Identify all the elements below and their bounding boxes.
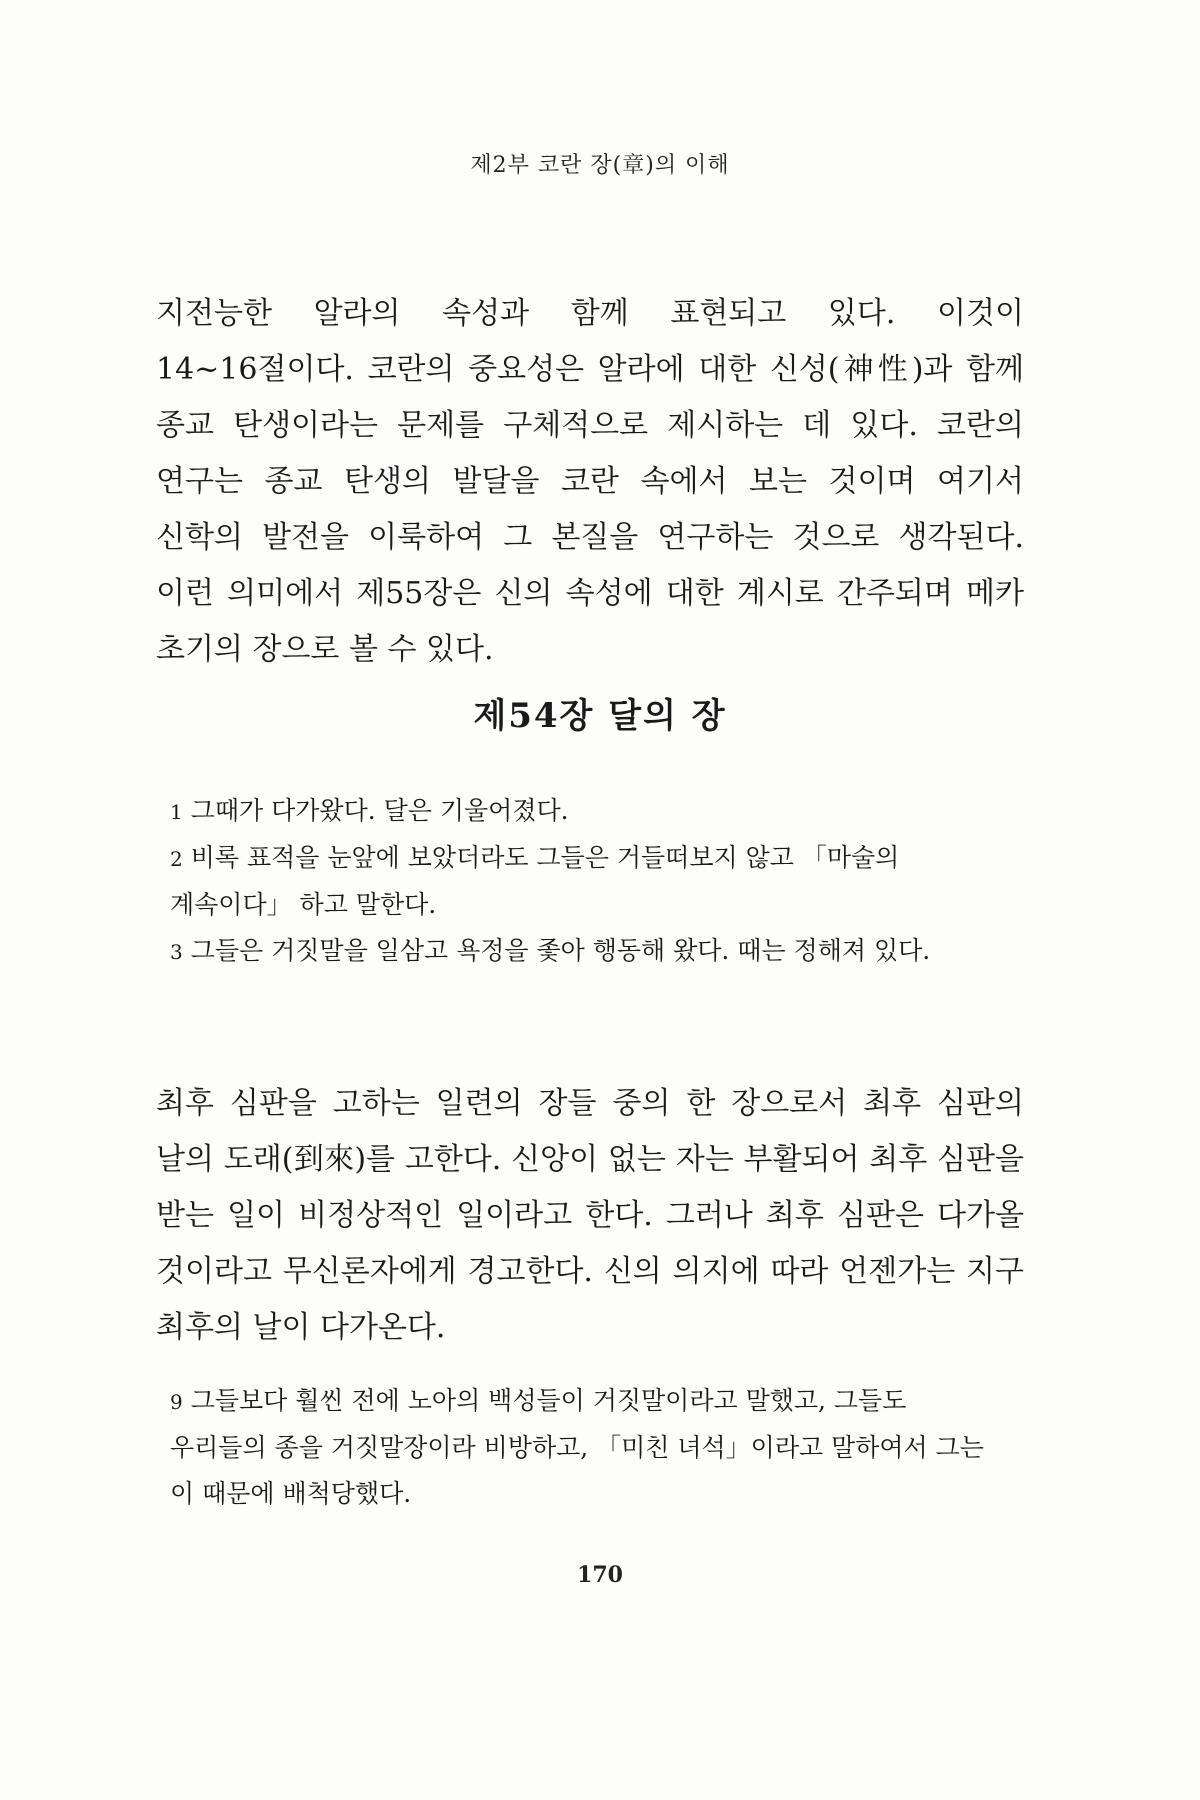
verse-number: 9 xyxy=(170,1390,183,1414)
chapter-title: 제54장 달의 장 xyxy=(473,696,727,736)
verse-item xyxy=(170,788,1000,835)
verse-item xyxy=(170,1378,1000,1517)
verse-item xyxy=(170,835,1000,928)
verse-item xyxy=(170,928,1000,975)
commentary-paragraph: 최후 심판을 고하는 일련의 장들 중의 한 장으로서 최후 심판의 날의 도래(到來)를 고한다. 신앙이 없는 자는 부활되어 최후 심판을 받는 일이 비정상적인 일이라고 한다. 그러나 최후 심판은 다가올 것이라고 무신론자에게 경고한다. 신의 의지에 따라 언젠가는 지구 최후의 날이 다가온다. xyxy=(156,1086,1024,1345)
page-number: 170 xyxy=(577,1562,623,1588)
verse-text: 비록 표적을 눈앞에 보았더라도 그들은 거들떠보지 않고 「마술의 계속이다」 하고 말한다. xyxy=(170,843,900,919)
verse-list xyxy=(170,788,1000,975)
verse-text: 그들은 거짓말을 일삼고 욕정을 좇아 행동해 왔다. 때는 정해져 있다. xyxy=(190,936,931,965)
verse-number: 1 xyxy=(170,800,183,824)
verse-list-second xyxy=(170,1378,1000,1517)
intro-paragraph: 지전능한 알라의 속성과 함께 표현되고 있다. 이것이 14~16절이다. 코란의 중요성은 알라에 대한 신성(神性)과 함께 종교 탄생이라는 문제를 구체적으로 제시하는 데 있다. 코란의 연구는 종교 탄생의 발달을 코란 속에서 보는 것이며 여기서 신학의 발전을 이룩하여 그 본질을 연구하는 것으로 생각된다. 이런 의미에서 제55장은 신의 속성에 대한 계시로 간주되며 메카 초기의 장으로 볼 수 있다. xyxy=(156,296,1024,667)
verse-text: 그들보다 훨씬 전에 노아의 백성들이 거짓말이라고 말했고, 그들도 우리들의 종을 거짓말장이라 비방하고, 「미친 녀석」이라고 말하여서 그는 이 때문에 배척당했다. xyxy=(170,1386,984,1508)
verse-text: 그때가 다가왔다. 달은 기울어졌다. xyxy=(190,796,569,825)
running-header: 제2부 코란 장(章)의 이해 xyxy=(470,153,730,178)
verse-number: 3 xyxy=(170,940,183,964)
verse-number: 2 xyxy=(170,847,183,871)
